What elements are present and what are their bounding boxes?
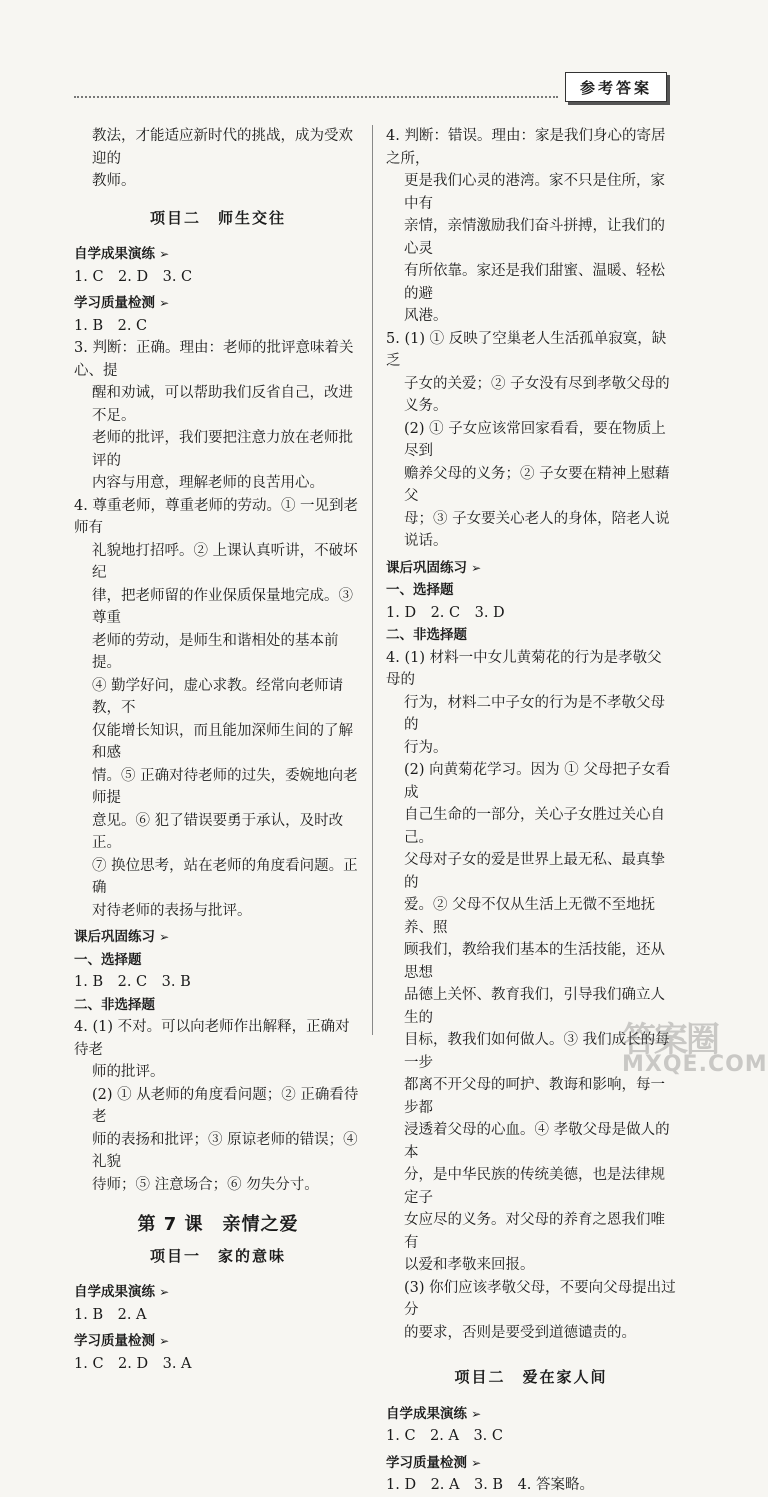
answer-line: 1. B 2. A: [74, 1306, 147, 1323]
answer-line: 1. C 2. D 3. A: [74, 1355, 192, 1372]
section-label: 课后巩固练习 ➢: [74, 926, 362, 949]
answer-line: 1. B 2. C 3. B: [74, 974, 191, 990]
answer-key-badge: 参考答案: [565, 72, 667, 102]
answer-line: 1. D 2. C 3. D: [386, 604, 505, 621]
question-3: 3. 判断：正确。理由：老师的批评意味着关心、提 醒和劝诫，可以帮助我们反省自己，改进不足。 老师的批评，我们要把注意力放在老师批评的 内容与用意，理解老师的良苦用心。: [74, 340, 354, 491]
header-dotted-rule: [74, 96, 558, 98]
lesson-title: 第 7 课 亲情之爱: [137, 1214, 299, 1235]
answer-line: 1. D 2. A 3. B 4. 答案略。: [386, 1477, 595, 1493]
right-column: [386, 125, 676, 1497]
question-4-right: 4. 判断：错误。理由：家是我们身心的寄居之所， 更是我们心灵的港湾。家不只是住所，家中有 亲情，亲情激励我们奋斗拼搏，让我们的心灵 有所依靠。家还是我们甜蜜、温暖、轻松的避 风港。: [386, 128, 666, 324]
project-title: 项目二 爱在家人间: [454, 1368, 608, 1386]
section-label: 自学成果演练 ➢: [386, 1403, 676, 1426]
question-4: 4. 尊重老师，尊重老师的劳动。① 一见到老师有 礼貌地打招呼。② 上课认真听讲，不破坏纪 律，把老师留的作业保质保量地完成。③ 尊重 老师的劳动，是师生和谐相处的基本前提。 ④ 勤学好问，虚心求教。经常向老师请教，不 仅能增长知识，而且能加深师生间的了解和感 情。⑤ 正确对待老师的过失，委婉地向老师提 意见。⑥ 犯了错误要勇于承认，及时改正。 ⑦ 换位思考，站在老师的角度看问题。正确 对待老师的表扬与批评。: [74, 497, 359, 919]
subsection-label: 一、选择题: [386, 582, 454, 598]
section-label: 学习质量检测 ➢: [386, 1452, 676, 1475]
subsection-label: 二、非选择题: [74, 996, 155, 1013]
nonchoice-4-right: 4. (1) 材料一中女儿黄菊花的行为是孝敬父母的 行为，材料二中子女的行为是不孝敬父母的 行为。 (2) 向黄菊花学习。因为 ① 父母把子女看成 自己生命的一部分，关心子女胜过关心自己。 父母对子女的爱是世界上最无私、最真挚的 爱。② 父母不仅从生活上无微不至地抚养、照 顾我们，教给我们基本的生活技能，还从思想 品德上关怀、教育我们，引导我们确立人生的 目标，教我们如何做人。③ 我们成长的每一步 都离不开父母的呵护、教诲和影响，每一步都 浸透着父母的心血。④ 孝敬父母是做人的本 分，是中华民族的传统美德，也是法律规定子 女应尽的义务。对父母的养育之恩我们唯有 以爱和孝敬来回报。 (3) 你们应该孝敬父母，不要向父母提出过分 的要求，否则是要受到道德谴责的。: [386, 649, 676, 1341]
intro-text: 教法，才能适应新时代的挑战，成为受欢迎的 教师。: [92, 128, 353, 189]
section-label: 自学成果演练 ➢: [74, 1281, 362, 1304]
subsection-label: 二、非选择题: [386, 627, 467, 643]
section-label: 学习质量检测 ➢: [74, 1330, 362, 1353]
column-divider: [372, 125, 373, 1035]
site-watermark: 答案圈 MXQE.COM: [622, 1020, 768, 1077]
subsection-label: 一、选择题: [74, 951, 142, 968]
section-label: 自学成果演练 ➢: [74, 243, 362, 266]
nonchoice-4: 4. (1) 不对。可以向老师作出解释，正确对待老 师的批评。 (2) ① 从老师的角度看问题；② 正确看待老 师的表扬和批评；③ 原谅老师的错误；④ 礼貌 待师；⑤ 注意场合；⑥ 勿失分寸。: [74, 1019, 359, 1193]
answer-line: 1. C 2. D 3. C: [74, 268, 193, 285]
project-title: 项目二 师生交往: [149, 208, 286, 227]
answer-line: 1. C 2. A 3. C: [386, 1428, 503, 1444]
section-label: 课后巩固练习 ➢: [386, 557, 676, 580]
left-column: [74, 125, 362, 1375]
section-label: 学习质量检测 ➢: [74, 292, 362, 315]
question-5: 5. (1) ① 反映了空巢老人生活孤单寂寞，缺乏 子女的关爱；② 子女没有尽到孝敬父母的 义务。 (2) ① 子女应该常回家看看，要在物质上尽到 赡养父母的义务；② 子女要在精神上慰藉父 母；③ 子女要关心老人的身体，陪老人说说话。: [386, 330, 670, 549]
project-title: 项目一 家的意味: [149, 1246, 286, 1265]
answer-line: 1. B 2. C: [74, 317, 148, 334]
